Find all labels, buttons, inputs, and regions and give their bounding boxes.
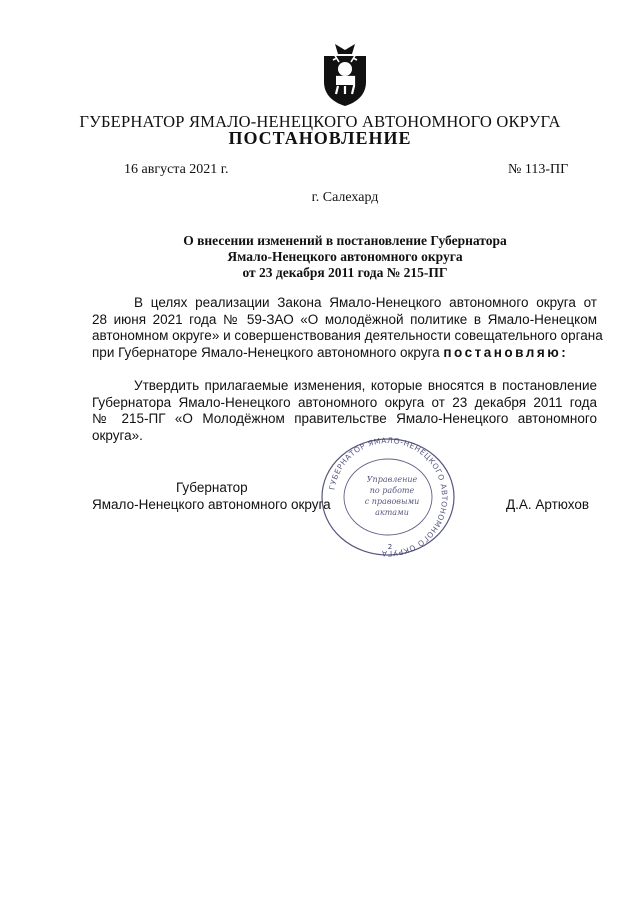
- paragraph-line: 28 июня 2021 года № 59-ЗАО «О молодёжной политике в Ямало-Ненецком: [92, 311, 597, 327]
- signatory-title: Губернатор: [176, 480, 248, 495]
- paragraph-line: [92, 345, 597, 362]
- paragraph-line: Губернатора Ямало-Ненецкого автономного округа от 23 декабря 2011 года: [92, 394, 597, 410]
- stamp-number: 2: [387, 543, 393, 551]
- document-title: [90, 233, 600, 281]
- signatory-title: Ямало-Ненецкого автономного округа: [92, 497, 331, 512]
- stamp-inner-line: Управление: [366, 475, 418, 484]
- organization-heading: ГУБЕРНАТОР ЯМАЛО-НЕНЕЦКОГО АВТОНОМНОГО ОКРУГА: [79, 112, 561, 131]
- stamp-inner-line: актами: [375, 508, 409, 517]
- paragraph-line: Утвердить прилагаемые изменения, которые вносятся в постановление: [134, 378, 597, 393]
- resolve-word: постановляю:: [443, 344, 569, 360]
- stamp-outer-text: ГУБЕРНАТОР ЯМАЛО-НЕНЕЦКОГО АВТОНОМНОГО ОКРУГА: [327, 436, 450, 558]
- paragraph-line: № 215-ПГ «О Молодёжном правительстве Ямало-Ненецкого автономного: [92, 411, 597, 426]
- paragraph-line: В целях реализации Закона Ямало-Ненецкого автономного округа от: [134, 295, 597, 310]
- title-line: от 23 декабря 2011 года № 215-ПГ: [242, 265, 448, 280]
- title-line: Ямало-Ненецкого автономного округа: [227, 249, 463, 264]
- document-city: г. Салехард: [311, 190, 379, 205]
- document-type-heading: ПОСТАНОВЛЕНИЕ: [228, 128, 412, 148]
- coat-of-arms-icon: [321, 42, 369, 108]
- paragraph-line: автономном округе» и совершенствования деятельности совещательного органа: [92, 328, 603, 343]
- stamp-inner-line: с правовыми: [364, 497, 420, 506]
- preamble-paragraph: [92, 295, 603, 361]
- title-line: О внесении изменений в постановление Губернатора: [183, 233, 507, 248]
- paragraph-line: округа».: [92, 427, 143, 443]
- stamp-seal: [318, 436, 458, 558]
- paragraph-line-text: при Губернаторе Ямало-Ненецкого автономного округа: [92, 344, 440, 360]
- stamp-inner-line: по работе: [369, 486, 415, 495]
- operative-paragraph: [92, 378, 597, 444]
- signatory-name: Д.А. Артюхов: [506, 497, 590, 512]
- document-number: № 113-ПГ: [508, 162, 569, 177]
- document-date: 16 августа 2021 г.: [124, 162, 229, 177]
